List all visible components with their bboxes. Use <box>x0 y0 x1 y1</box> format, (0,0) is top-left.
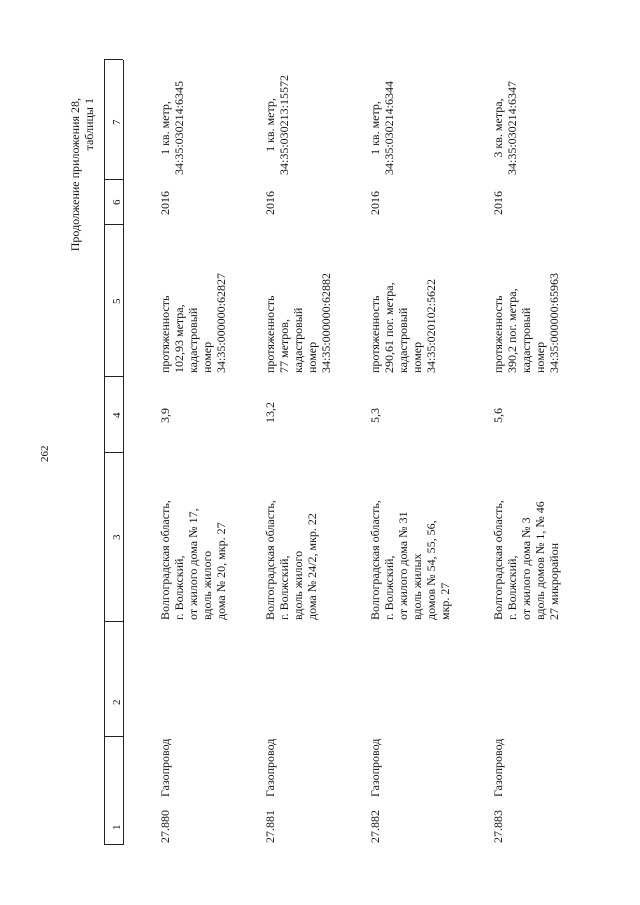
row-description: протяженность 390,2 пог. метра, кадастровый номер 34:35:000000:65963 <box>491 272 561 373</box>
row-area: 3 кв. метра, 34:35:030214:6347 <box>491 80 519 175</box>
row-area: 1 кв. метр, 34:35:030214:6344 <box>368 80 396 175</box>
row-name: Газопровод <box>368 738 382 797</box>
row-area: 1 кв. метр, 34:35:030214:6345 <box>158 80 186 175</box>
header-divider <box>104 621 123 622</box>
header-col-6: 6 <box>111 199 123 205</box>
continuation-line-2: таблицы 1 <box>82 98 96 151</box>
header-divider <box>104 224 123 225</box>
row-description: протяженность 102,93 метра, кадастровый номер 34:35:000000:62827 <box>158 272 228 373</box>
header-col-7: 7 <box>111 119 123 125</box>
header-col-3: 3 <box>111 534 123 540</box>
row-value: 5,3 <box>368 408 382 423</box>
row-description: протяженность 77 метров, кадастровый номер 34:35:000000:62882 <box>263 272 333 373</box>
header-col-2: 2 <box>111 699 123 705</box>
page-number: 262 <box>39 445 51 462</box>
continuation-line-1: Продолжение приложения 28, <box>68 98 82 252</box>
row-description: протяженность 290,61 пог. метра, кадастровый номер 34:35:020102:5622 <box>368 278 438 373</box>
continuation-note <box>68 98 96 358</box>
row-value: 3,9 <box>158 408 172 423</box>
header-col-5: 5 <box>111 298 123 304</box>
header-divider <box>104 59 123 60</box>
row-area: 1 кв. метр, 34:35:030213:15572 <box>263 74 291 175</box>
header-divider <box>104 376 123 377</box>
row-year: 2016 <box>368 191 382 215</box>
row-number: 27.883 <box>491 810 505 843</box>
header-divider <box>104 452 123 453</box>
row-address: Волгоградская область, г. Волжский, от жилого дома № 31 вдоль жилых домов № 54, 55, 56, мкр. 27 <box>368 500 452 620</box>
header-divider <box>104 736 123 737</box>
header-divider <box>104 179 123 180</box>
header-divider <box>104 844 123 845</box>
row-name: Газопровод <box>491 738 505 797</box>
header-col-1: 1 <box>111 824 123 830</box>
row-address: Волгоградская область, г. Волжский, от жилого дома № 17, вдоль жилого дома № 20, мкр. 27 <box>158 500 228 620</box>
row-number: 27.881 <box>263 810 277 843</box>
row-value: 13,2 <box>263 402 277 423</box>
row-name: Газопровод <box>158 738 172 797</box>
header-bottom-border <box>123 60 124 845</box>
row-address: Волгоградская область, г. Волжский, вдоль жилого дома № 24/2, мкр. 22 <box>263 500 319 620</box>
row-name: Газопровод <box>263 738 277 797</box>
row-year: 2016 <box>263 191 277 215</box>
row-year: 2016 <box>491 191 505 215</box>
row-year: 2016 <box>158 191 172 215</box>
row-address: Волгоградская область, г. Волжский, от жилого дома № 3 вдоль домов № 1, № 46 27 микрорайон <box>491 500 561 620</box>
row-number: 27.880 <box>158 810 172 843</box>
header-col-4: 4 <box>111 412 123 418</box>
row-number: 27.882 <box>368 810 382 843</box>
row-value: 5,6 <box>491 408 505 423</box>
